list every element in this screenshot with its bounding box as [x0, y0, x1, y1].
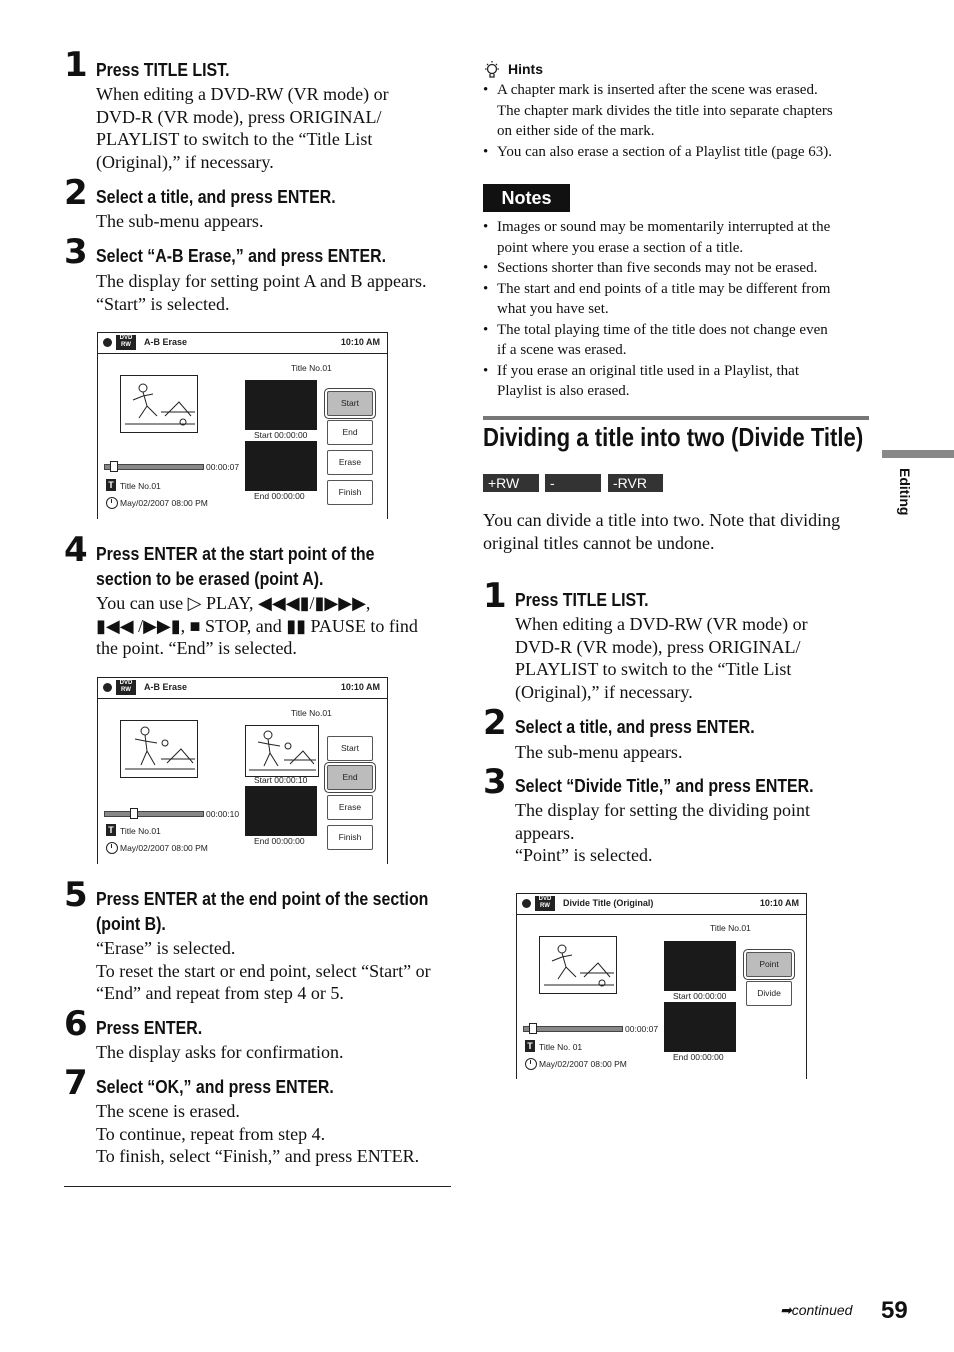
dvd-rw-icon: DVD RW — [535, 896, 555, 911]
point-button[interactable]: Point — [746, 952, 792, 977]
step-number: 4 — [64, 530, 88, 570]
title-number: Title No.01 — [710, 923, 751, 933]
step-body: When editing a DVD-RW (VR mode) or DVD-R (VR mode), press ORIGINAL/ PLAYLIST to switch to the “Title List (Original),” if necessary. — [515, 614, 808, 703]
format-badge-rw-vr: -RWVR — [545, 474, 601, 492]
list-item: • A chapter mark is inserted after the scene was erased. The chapter mark divides the title into separate chapters on either side of the mark. — [483, 80, 873, 142]
step-heading: Select a title, and press ENTER. — [515, 716, 755, 737]
step-number: 3 — [483, 762, 507, 802]
hints-label: Hints — [508, 61, 543, 77]
soccer-thumbnail-icon — [539, 936, 617, 994]
continued-label: ➡continued — [780, 1302, 853, 1318]
arrow-right-icon: ➡ — [780, 1302, 792, 1318]
disc-icon — [103, 683, 112, 692]
erase-button[interactable]: Erase — [327, 795, 373, 820]
end-preview — [664, 1002, 736, 1052]
end-button[interactable]: End — [327, 420, 373, 445]
start-time: Start 00:00:00 — [254, 430, 308, 440]
end-preview — [245, 786, 317, 836]
end-time: End 00:00:00 — [673, 1052, 724, 1062]
list-item: • The start and end points of a title may be different from what you have set. — [483, 279, 873, 320]
soccer-thumbnail-icon — [120, 375, 198, 433]
format-badge-r-vr: -RVR — [608, 474, 663, 492]
title-number: Title No.01 — [291, 708, 332, 718]
step-number: 7 — [64, 1063, 88, 1103]
notes-list — [483, 217, 873, 402]
info-date: May/02/2007 08:00 PM — [120, 843, 208, 853]
list-item: • You can also erase a section of a Playlist title (page 63). — [483, 142, 873, 163]
title-icon: T — [106, 824, 116, 836]
step-number: 3 — [64, 232, 88, 272]
progress-bar[interactable] — [104, 811, 204, 817]
end-preview — [245, 441, 317, 491]
screen-title: A-B Erase — [144, 337, 188, 347]
step-heading: Select “Divide Title,” and press ENTER. — [515, 775, 814, 796]
title-icon: T — [106, 479, 116, 491]
progress-bar[interactable] — [523, 1026, 623, 1032]
step-heading: Press TITLE LIST. — [515, 589, 649, 610]
step-body: You can use ▷ PLAY, ◀◀◀▮/▮▶▶▶, ▮◀◀ /▶▶▮, ■ STOP, and ▮▮ PAUSE to find the point. “End” is selected. — [96, 593, 418, 659]
list-item: • The total playing time of the title does not change even if a scene was erased. — [483, 320, 873, 361]
step-heading: Select “A-B Erase,” and press ENTER. — [96, 245, 387, 266]
clock-time: 10:10 AM — [340, 337, 380, 347]
counter: 00:00:10 — [206, 809, 240, 819]
finish-button[interactable]: Finish — [327, 480, 373, 505]
step-body: The sub-menu appears. — [96, 211, 264, 231]
info-title: Title No.01 — [120, 826, 161, 836]
step-heading: Press ENTER. — [96, 1017, 203, 1038]
info-title: Title No. 01 — [539, 1042, 583, 1052]
ab-erase-screen-1 — [97, 332, 388, 519]
step-heading: Press ENTER at the end point of the section (point B). — [96, 888, 429, 934]
intro-text: You can divide a title into two. Note that dividing original titles cannot be undone. — [483, 510, 841, 553]
clock-icon — [525, 1058, 537, 1070]
step-heading: Press TITLE LIST. — [96, 59, 230, 80]
screen-header — [98, 678, 387, 699]
section-heading: Dividing a title into two (Divide Title) — [483, 422, 864, 452]
page-number: 59 — [881, 1297, 908, 1324]
step-number: 5 — [64, 875, 88, 915]
step-body: “Erase” is selected. To reset the start or end point, select “Start” or “End” and repeat from step 4 or 5. — [96, 938, 431, 1004]
soccer-thumbnail-icon — [120, 720, 198, 778]
clock-time: 10:10 AM — [759, 898, 799, 908]
heading-rule — [483, 416, 869, 420]
dvd-rw-icon: DVD RW — [116, 335, 136, 350]
title-number: Title No.01 — [291, 363, 332, 373]
list-item: • If you erase an original title used in a Playlist, that Playlist is also erased. — [483, 361, 873, 402]
step-body: The scene is erased. To continue, repeat from step 4. To finish, select “Finish,” and press ENTER. — [96, 1101, 420, 1167]
disc-icon — [103, 338, 112, 347]
step-number: 2 — [483, 703, 507, 743]
side-tab-label: Editing — [897, 468, 913, 516]
dvd-rw-icon: DVD RW — [116, 680, 136, 695]
end-button[interactable]: End — [327, 765, 373, 790]
step-body: The display asks for confirmation. — [96, 1042, 344, 1062]
start-preview — [245, 380, 317, 430]
progress-knob[interactable] — [529, 1023, 537, 1034]
ab-erase-screen-2 — [97, 677, 388, 864]
start-button[interactable]: Start — [327, 736, 373, 761]
disc-icon — [522, 899, 531, 908]
step-body: When editing a DVD-RW (VR mode) or DVD-R (VR mode), press ORIGINAL/ PLAYLIST to switch to the “Title List (Original),” if necessary. — [96, 84, 389, 173]
progress-bar[interactable] — [104, 464, 204, 470]
step-number: 1 — [483, 576, 507, 616]
screen-header — [98, 333, 387, 354]
clock-icon — [106, 497, 118, 509]
step-heading: Press ENTER at the start point of the section to be erased (point A). — [96, 543, 375, 589]
list-item: • Sections shorter than five seconds may not be erased. — [483, 258, 873, 279]
end-time: End 00:00:00 — [254, 491, 305, 501]
list-item: • Images or sound may be momentarily interrupted at the point where you erase a section of a title. — [483, 217, 873, 258]
info-date: May/02/2007 08:00 PM — [120, 498, 208, 508]
hints-list — [483, 80, 873, 162]
progress-knob[interactable] — [130, 808, 138, 819]
progress-knob[interactable] — [110, 461, 118, 472]
divide-button[interactable]: Divide — [746, 981, 792, 1006]
step-heading: Select a title, and press ENTER. — [96, 186, 336, 207]
step-body: The display for setting the dividing point appears. “Point” is selected. — [515, 800, 810, 866]
side-tab-bar — [882, 450, 954, 458]
end-time: End 00:00:00 — [254, 836, 305, 846]
step-number: 6 — [64, 1004, 88, 1044]
title-icon: T — [525, 1040, 535, 1052]
format-badge-plus-rw: +RW — [483, 474, 539, 492]
step-number: 2 — [64, 173, 88, 213]
erase-button[interactable]: Erase — [327, 450, 373, 475]
step-body: The sub-menu appears. — [515, 742, 683, 762]
start-button[interactable]: Start — [327, 391, 373, 416]
start-preview-icon — [245, 725, 319, 777]
screen-title: A-B Erase — [144, 682, 188, 692]
start-time: Start 00:00:10 — [254, 775, 308, 785]
divide-title-screen — [516, 893, 807, 1079]
notes-label: Notes — [483, 184, 570, 212]
step-number: 1 — [64, 45, 88, 85]
info-title: Title No.01 — [120, 481, 161, 491]
section-divider — [64, 1186, 451, 1187]
lightbulb-icon — [483, 60, 501, 80]
screen-header — [517, 894, 806, 915]
info-date: May/02/2007 08:00 PM — [539, 1059, 627, 1069]
counter: 00:00:07 — [625, 1024, 659, 1034]
start-time: Start 00:00:00 — [673, 991, 727, 1001]
clock-time: 10:10 AM — [340, 682, 380, 692]
screen-title: Divide Title (Original) — [563, 898, 654, 908]
counter: 00:00:07 — [206, 462, 240, 472]
step-body: The display for setting point A and B appears. “Start” is selected. — [96, 271, 427, 314]
clock-icon — [106, 842, 118, 854]
finish-button[interactable]: Finish — [327, 825, 373, 850]
step-heading: Select “OK,” and press ENTER. — [96, 1076, 334, 1097]
start-preview — [664, 941, 736, 991]
